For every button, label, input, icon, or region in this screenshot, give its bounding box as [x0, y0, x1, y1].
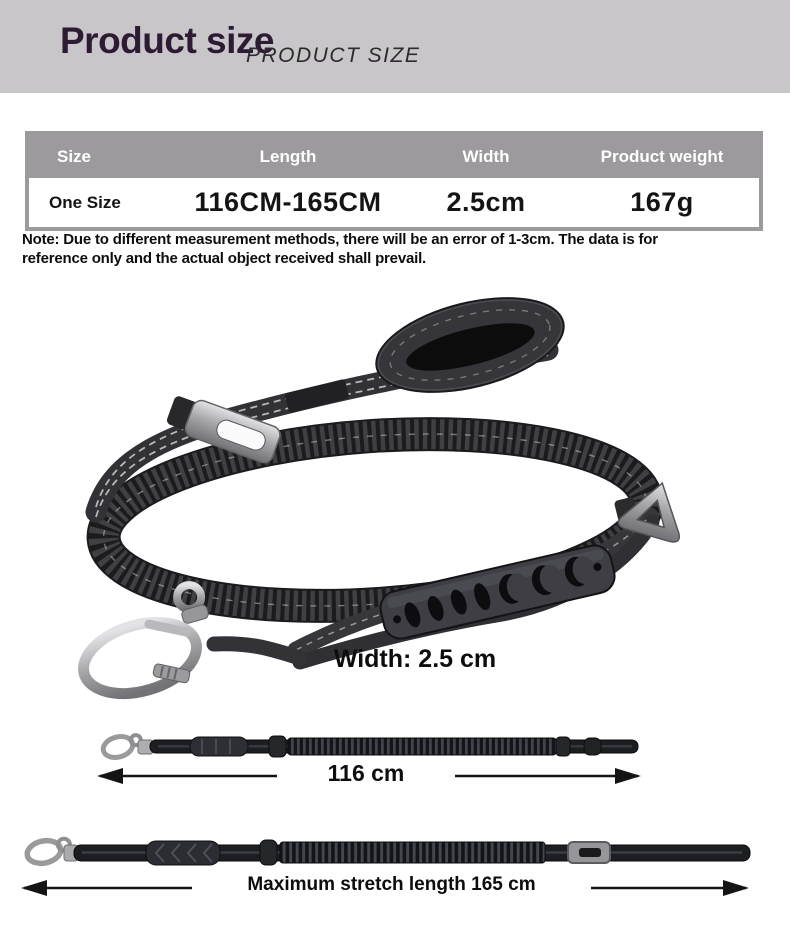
cell-size: One Size [49, 192, 121, 212]
cell-width: 2.5cm [446, 187, 526, 217]
handle-loop [367, 281, 574, 409]
page-title: Product size [60, 20, 274, 61]
size-table-header-row [29, 135, 759, 178]
length-annotation: 116 cm [277, 760, 455, 787]
cell-weight: 167g [630, 187, 694, 217]
width-annotation: Width: 2.5 cm [333, 645, 497, 673]
size-table [25, 131, 763, 231]
col-header-length: Length [259, 146, 317, 166]
grip-plate [377, 542, 618, 642]
col-header-size: Size [57, 146, 92, 166]
small-carabiner-icon [101, 731, 144, 760]
page-subtitle: PRODUCT SIZE [246, 44, 421, 67]
col-header-weight: Product weight [600, 146, 724, 166]
table-row [29, 178, 759, 227]
measurement-note: Note: Due to different measurement methods, there will be an error of 1-3cm. The data is for reference only and the actual object received shall prevail. [22, 231, 658, 267]
cell-length: 116CM-165CM [194, 187, 382, 217]
col-header-width: Width [462, 146, 510, 166]
stretch-annotation: Maximum stretch length 165 cm [192, 874, 591, 896]
